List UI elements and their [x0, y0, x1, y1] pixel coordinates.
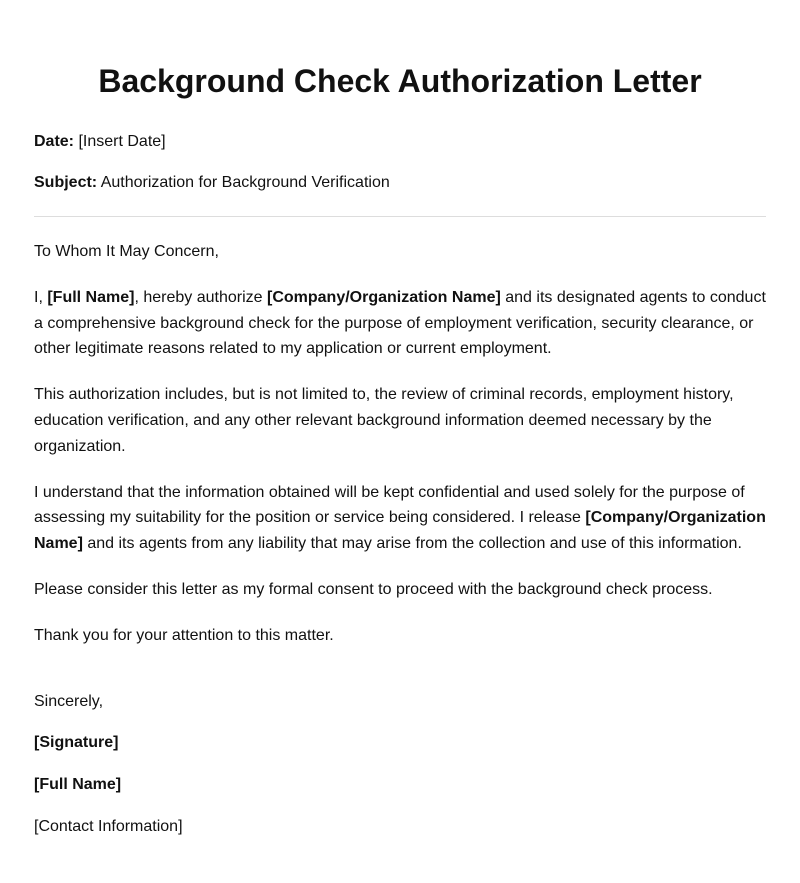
header-divider: [34, 216, 766, 217]
paragraph-text: and its designated agents to conduct a comprehensive background check for the purpose of employment verification, security clearance, or other legitimate reasons related to my application or current employment.: [34, 288, 766, 358]
full-name-line: [34, 772, 766, 798]
company-name-placeholder: [Company/Organization Name]: [34, 509, 766, 553]
paragraph-text: I,: [34, 288, 48, 306]
greeting: To Whom It May Concern,: [34, 243, 219, 260]
paragraph-thanks: Thank you for your attention to this matter.: [34, 626, 334, 644]
signature-text: [Signature]: [34, 734, 119, 752]
closing: Sincerely,: [34, 692, 104, 710]
full-name-placeholder: [Full Name]: [47, 288, 135, 306]
subject-value: Authorization for Background Verification: [100, 174, 390, 191]
subject-line: [34, 173, 766, 193]
paragraph-scope: This authorization includes, but is not limited to, the review of criminal records, employment history, education verification, and any other relevant background information deemed necessary by the organization.: [34, 386, 734, 455]
contact-information: [Contact Information]: [34, 817, 183, 835]
date-label: Date:: [34, 133, 75, 150]
paragraph-text: and its agents from any liability that may arise from the collection and use of this information.: [82, 535, 742, 553]
paragraph-text: , hereby authorize: [134, 288, 267, 306]
signature-placeholder: [34, 730, 766, 756]
subject-label: Subject:: [34, 174, 98, 191]
full-name-text: [Full Name]: [34, 776, 122, 794]
paragraph-release: [34, 480, 766, 557]
paragraph-text: I understand that the information obtained will be kept confidential and used solely for the purpose of assessing my suitability for the position or service being considered. I release: [34, 483, 745, 527]
date-value: [Insert Date]: [78, 133, 166, 150]
date-line: [34, 132, 766, 152]
paragraph-consent: Please consider this letter as my formal consent to proceed with the background check process.: [34, 580, 713, 598]
paragraph-authorization: [34, 285, 766, 362]
company-name-placeholder: [Company/Organization Name]: [267, 288, 501, 306]
letter-title: Background Check Authorization Letter: [98, 63, 702, 99]
